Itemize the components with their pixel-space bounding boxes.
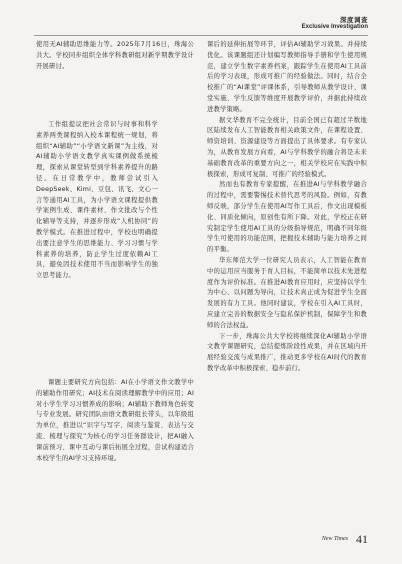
section-title-en: Exclusive Investigation — [301, 23, 368, 30]
right-column — [207, 40, 367, 375]
page-number: 41 — [356, 531, 368, 546]
page-footer — [322, 530, 368, 548]
magazine-name: New Times — [321, 536, 348, 543]
paragraph: 使用无AI辅助思维能力等。2025年7月16日，珠海公共大。学校同步组织全体学科教研组对新学期教学设计开展研讨。 — [36, 41, 194, 70]
left-column-middle — [36, 120, 158, 282]
paragraph: 然而也有教育专家提醒，在推进AI与学科教学融合的过程中，需要警惕技术替代思考的风险。例如，有教师反映，部分学生在使用AI写作工具后，作文出现模板化、同质化倾向，原创性有所下降。对此，学校正在研究制定学生使用AI工具的分级指导规范，明确不同年级学生可使用的功能范围，把握技术辅助与能力培养之间的平衡。 — [207, 181, 367, 254]
paragraph: 据文华教育不完全统计，目前全国已有超过半数地区陆续发布人工智能教育相关政策文件，在课程设置、师资培训、资源建设等方面提出了具体要求。有专家认为，从教育发展方向看，AI与学科教学的融合将是未来基础教育改革的重要方向之一，相关学校应在实践中积极探索，形成可复制、可推广的经验模式。 — [207, 116, 367, 178]
section-header — [302, 17, 368, 30]
paragraph: 课后的延伸拓展等环节，评估AI辅助学习效果。并持续优化。该课题组还计划编写教师指导手册和学生使用规范，建立学生数字素养档案，跟踪学生在使用AI工具前后的学习表现，形成可推广的经验做法。同时，结合全校推广的“AI课堂”评课体系，引导教师从教学设计、课堂实施、学生反馈等维度开展教学评价，并据此持续改进教学策略。 — [207, 41, 367, 113]
header-divider — [34, 35, 368, 36]
paragraph: 课题主要研究方向包括：AI在小学语文作文教学中的辅助作用研究；AI技术在阅读理解教学中的应用；AI对小学生学习习惯养成的影响；AI辅助下教师角色转变与专业发展。研究团队由语文教研组长带头，以年级组为单位，推进以“识字与写字、阅读与鉴赏、表达与交流、梳理与探究”为核心的学习任务群设计，把AI融入课前预习、课中互动与课后拓展全过程，尝试构建适合本校学生的AI学习支持环境。 — [36, 379, 194, 462]
paragraph: 华东师范大学一位研究人员表示，人工智能在教育中的运用应当服务于育人目标，不能简单以技术先进程度作为评价标准。在推进AI教育应用时，应坚持以学生为中心、以问题为导向，让技术真正成为促进学生全面发展的有力工具。他同时建议，学校在引入AI工具时，应建立完善的数据安全与隐私保护机制，保障学生和教师的合法权益。 — [207, 256, 367, 329]
paragraph: 下一步，珠海公共大学校将继续深化AI辅助小学语文教学课题研究，总结提炼阶段性成果，并在区域内开展经验交流与成果推广，推动更多学校在AI时代的教育教学改革中积极探索、稳步前行。 — [207, 332, 367, 372]
left-column-bottom — [36, 378, 194, 464]
section-title-cn: 深度调查 — [340, 16, 368, 24]
left-column-top — [36, 40, 194, 72]
paragraph: 工作组提议把社会常识与时事和科学素养两类课程纳入校本课程统一规划，将组织“AI辅助”“小学语文新课”为主线，对AI辅助小学语文教学真实课例做系统梳理，探索从课堂转型到学科素养提升的路径。在日常教学中，教师尝试引入DeepSeek、Kimi、豆包、讯飞、文心一言等通用AI工具，为小学语文课程提供教学案例生成、课件素材、作文批改与个性化辅导等支持，并逐步形成“人机协同”的教学模式。在推进过程中，学校也明确提出要注意学生的思维能力、学习习惯与学科素养的培养，防止学生过度依赖AI工具，避免因技术使用不当而影响学生的独立思考能力。 — [36, 121, 158, 280]
